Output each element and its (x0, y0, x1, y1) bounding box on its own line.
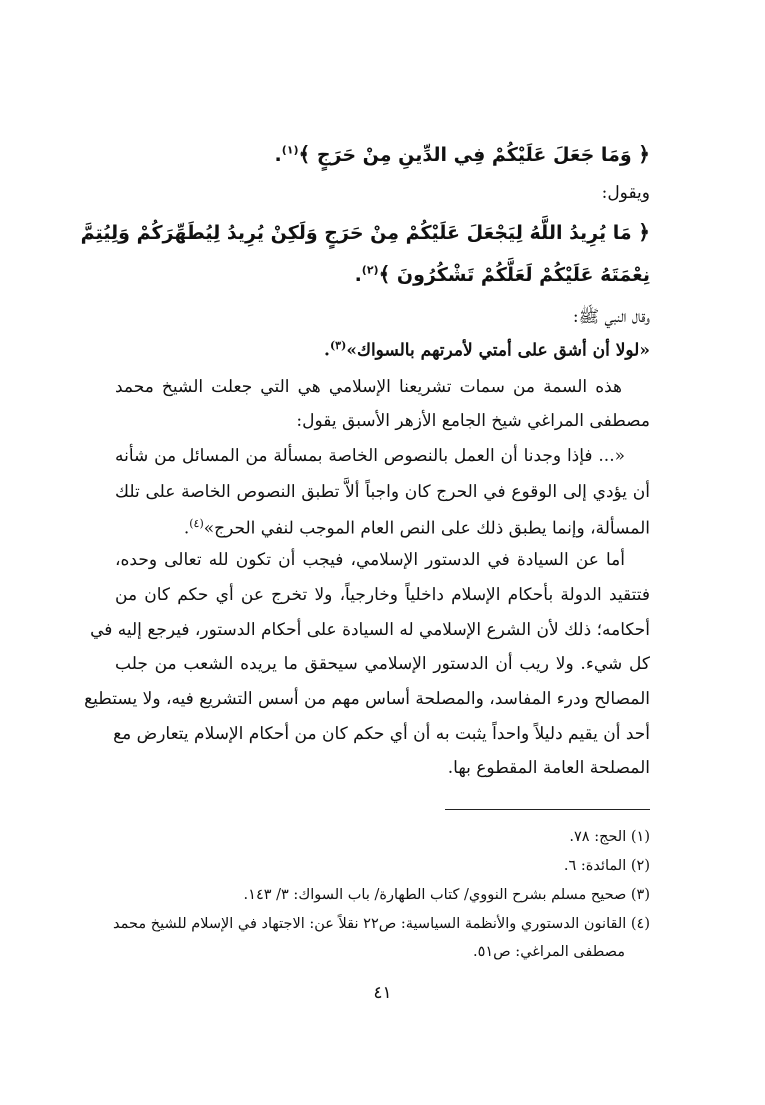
footnote-4: (٤) القانون الدستوري والأنظمة السياسية: ص٢٢ نقلاً عن: الاجتهاد في الإسلام للشيخ محمد (113, 916, 650, 932)
quote-line-1: «... فإذا وجدنا أن العمل بالنصوص الخاصة بمسألة من المسائل من شأنه (115, 446, 625, 466)
paragraph-2-line-1: أما عن السيادة في الدستور الإسلامي، فيجب أن تكون لله تعالى وحده، (115, 550, 625, 570)
verse-1-end: . (274, 144, 282, 166)
quran-verse-2-line-2 (115, 262, 650, 287)
paragraph-2-line-2: فتتقيد الدولة بأحكام الإسلام داخلياً وخارجياً، ولا تخرج عن أي حكم كان من (115, 585, 650, 605)
paragraph-2-line-5: المصالح ودرء المفاسد، والمصلحة أساس مهم من أسس التشريع فيه، ولا يستطيع (84, 689, 650, 709)
footnote-ref-1: (١) (281, 143, 299, 157)
verse-2-close-bracket: ﴾ (378, 262, 391, 286)
paragraph-1-line-1: هذه السمة من سمات تشريعنا الإسلامي هي التي جعلت الشيخ محمد (115, 377, 622, 397)
footnote-2: (٢) المائدة: ٦. (563, 858, 650, 874)
footnote-ref-2: (٢) (361, 263, 379, 277)
footnote-ref-4: (٤) (189, 517, 204, 530)
paragraph-2-line-7: المصلحة العامة المقطوع بها. (447, 758, 650, 778)
footnote-1: (١) الحج: ٧٨. (569, 829, 650, 845)
hadith-quote (115, 339, 650, 361)
prophet-said-label: وقال النبي ﷺ: (572, 307, 650, 327)
quote-text-3: المسألة، وإنما يطبق ذلك على النص العام الموجب لنفي الحرج» (203, 518, 650, 539)
footnote-3: (٣) صحيح مسلم بشرح النووي/ كتاب الطهارة/ باب السواك: ٣/ ١٤٣. (243, 887, 650, 903)
verse-2-open-bracket: ﴿ (638, 220, 650, 244)
quote-line-3 (115, 517, 650, 539)
footnote-4-continuation: مصطفى المراغي: ص٥١. (472, 944, 625, 960)
verse-2-text-2: نِعْمَتَهُ عَلَيْكُمْ لَعَلَّكُمْ تَشْكُرُونَ (396, 264, 650, 286)
footnote-ref-3: (٣) (329, 339, 347, 352)
paragraph-1-line-2: مصطفى المراغي شيخ الجامع الأزهر الأسبق يقول: (296, 411, 650, 431)
quran-verse-1 (115, 142, 650, 167)
quote-line-2: أن يؤدي إلى الوقوع في الحرج كان واجباً ألاَّ تطبق النصوص الخاصة على تلك (115, 482, 650, 502)
hadith-text: «لولا أن أشق على أمتي لأمرتهم بالسواك» (346, 340, 650, 361)
paragraph-2-line-4: كل شيء. ولا ريب أن الدستور الإسلامي سيحقق ما يريده الشعب من جلب (115, 654, 650, 674)
quran-verse-2-line-1 (80, 220, 650, 245)
verse-2-text-1: مَا يُرِيدُ اللَّهُ لِيَجْعَلَ عَلَيْكُمْ مِنْ حَرَجٍ وَلَكِنْ يُرِيدُ لِيُطَهِّرَكُمْ وَلِيُتِمَّ (80, 222, 632, 244)
verse-2-end: . (354, 264, 362, 286)
paragraph-2-line-6: أحد أن يقيم دليلاً واحداً يثبت به أن أي حكم كان من أحكام الإسلام يتعارض مع (113, 724, 650, 744)
says-label: ويقول: (601, 183, 650, 203)
paragraph-2-line-3: أحكامه؛ ذلك لأن الشرع الإسلامي له السيادة على أحكام الدستور، فيرجع إليه في (90, 620, 650, 640)
quote-end: . (183, 518, 190, 539)
verse-open-bracket: ﴿ (638, 142, 650, 166)
footnote-separator (445, 809, 650, 810)
verse-1-text: وَمَا جَعَلَ عَلَيْكُمْ فِي الدِّينِ مِنْ حَرَجٍ (316, 144, 632, 166)
page-number: ٤١ (373, 983, 392, 1003)
verse-close-bracket: ﴾ (298, 142, 311, 166)
hadith-end: . (324, 340, 330, 361)
